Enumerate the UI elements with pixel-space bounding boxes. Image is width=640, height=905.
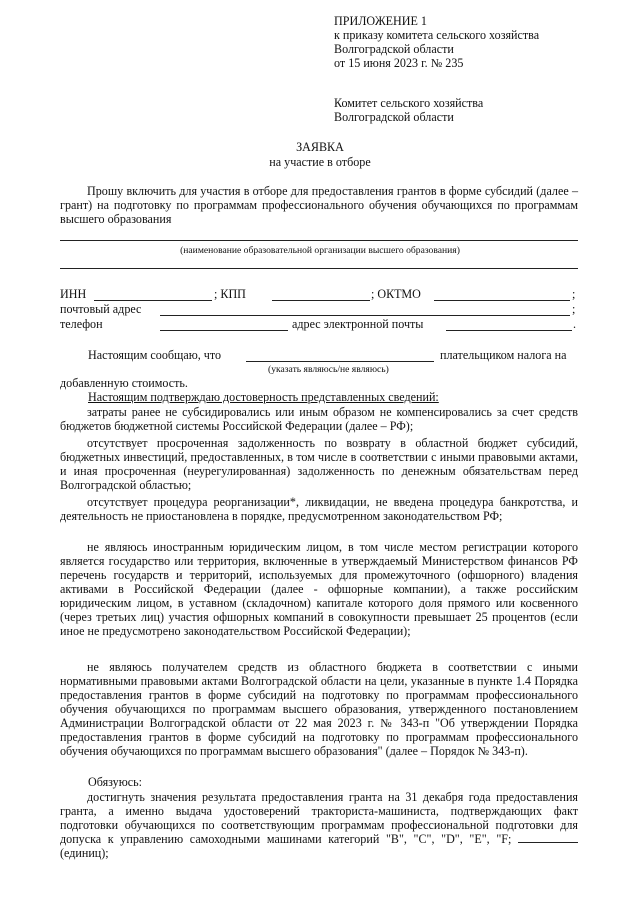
postal-semicolon: ; bbox=[572, 302, 576, 316]
obligation-tail: (единиц); bbox=[60, 846, 109, 860]
email-dot: . bbox=[573, 317, 577, 331]
addressee-block bbox=[334, 96, 624, 124]
kpp-field[interactable] bbox=[272, 300, 370, 301]
oktmo-semicolon: ; bbox=[572, 287, 576, 301]
org-name-line-2 bbox=[60, 268, 578, 269]
confirm-item-5: не являюсь получателем средств из областного бюджета в соответствии с иными нормативными правовыми актами Волгоградской области на цели, указанные в пункте 1.4 Порядка предоставления грантов в форме субсидий на подготовку по программам профессионального обучения обучающихся по программам высшего образования, утвержденного постановлением Администрации Волгоградской области от 22 мая 2023 г. № 343-п "Об утверждении Порядка предоставления грантов в форме субсидий на подготовку по программам профессионального обучения обучающихся по программам высшего образования" (далее – Порядок № 343-п). bbox=[60, 660, 578, 758]
appendix-label: ПРИЛОЖЕНИЕ 1 bbox=[334, 14, 427, 28]
postal-field[interactable] bbox=[160, 315, 570, 316]
confirm-item-1: затраты ранее не субсидировались или иным образом не компенсировались за счет средств бюджетов бюджетной системы Российской Федерации (далее – РФ); bbox=[60, 405, 578, 433]
vat-field[interactable] bbox=[246, 361, 434, 362]
oktmo-field[interactable] bbox=[434, 300, 570, 301]
confirm-item-4: не являюсь иностранным юридическим лицом, в том числе местом регистрации которого является государство или территория, включенные в утверждаемый Министерством финансов РФ перечень государств и территорий, используемых для промежуточного (офшорного) владения активами в Российской Федерации (далее - офшорные компании), а также российским юридическим лицом, в уставном (складочном) капитале которого доля прямого или косвенного (через третьих лиц) участия офшорных компаний в совокупности превышает 25 процентов (если иное не предусмотрено законодательством Российской Федерации); bbox=[60, 540, 578, 638]
addressee-line2: Волгоградской области bbox=[334, 110, 454, 124]
order-region: Волгоградской области bbox=[334, 42, 454, 56]
appendix-header bbox=[334, 14, 624, 70]
confirm-item-2: отсутствует просроченная задолженность по возврату в областной бюджет субсидий, бюджетных инвестиций, предоставленных, в том числе в соответствии с иными правовыми актами, и иная просроченная (неурегулированная) задолженность по денежным обязательствам перед Волгоградской областью; bbox=[60, 436, 578, 492]
obligation-heading: Обязуюсь: bbox=[88, 775, 142, 789]
org-name-caption: (наименование образовательной организации высшего образования) bbox=[180, 245, 460, 256]
vat-caption: (указать являюсь/не являюсь) bbox=[268, 364, 389, 375]
obligation-units-field[interactable] bbox=[518, 832, 578, 843]
document-subtitle: на участие в отборе bbox=[269, 155, 371, 169]
obligation-text bbox=[60, 790, 578, 860]
vat-prefix: Настоящим сообщаю, что bbox=[88, 348, 222, 362]
postal-label: почтовый адрес bbox=[60, 302, 142, 316]
email-label: адрес электронной почты bbox=[292, 317, 424, 331]
vat-continuation: добавленную стоимость. bbox=[60, 376, 188, 390]
email-field[interactable] bbox=[446, 330, 572, 331]
order-reference: к приказу комитета сельского хозяйства bbox=[334, 28, 540, 42]
inn-label: ИНН bbox=[60, 287, 87, 301]
phone-label: телефон bbox=[60, 317, 103, 331]
order-date: от 15 июня 2023 г. № 235 bbox=[334, 56, 464, 70]
confirm-item-3: отсутствует процедура реорганизации*, ликвидации, не введена процедура банкротства, и деятельность не приостановлена в порядке, предусмотренном законодательством РФ; bbox=[60, 495, 578, 523]
addressee-line1: Комитет сельского хозяйства bbox=[334, 96, 484, 110]
vat-suffix: плательщиком налога на bbox=[440, 348, 567, 362]
intro-paragraph: Прошу включить для участия в отборе для предоставления грантов в форме субсидий (далее – грант) на подготовку по программам профессионального обучения обучающихся по программам высшего образования bbox=[60, 184, 578, 226]
org-name-line bbox=[60, 240, 578, 241]
obligation-body: достигнуть значения результата предоставления гранта на 31 декабря года предоставления гранта, а именно выдача удостоверений тракториста-машиниста, подтверждающих факт подготовки обучающихся по соответствующим программам профессиональной подготовки для допуска к управлению самоходными машинами категорий "B", "C", "D", "E", "F; bbox=[60, 790, 578, 846]
confirm-heading: Настоящим подтверждаю достоверность представленных сведений: bbox=[88, 390, 439, 404]
phone-field[interactable] bbox=[160, 330, 288, 331]
inn-field[interactable] bbox=[94, 300, 212, 301]
kpp-label: ; КПП bbox=[214, 287, 246, 301]
oktmo-label: ; ОКТМО bbox=[371, 287, 421, 301]
document-title: ЗАЯВКА bbox=[296, 140, 344, 154]
